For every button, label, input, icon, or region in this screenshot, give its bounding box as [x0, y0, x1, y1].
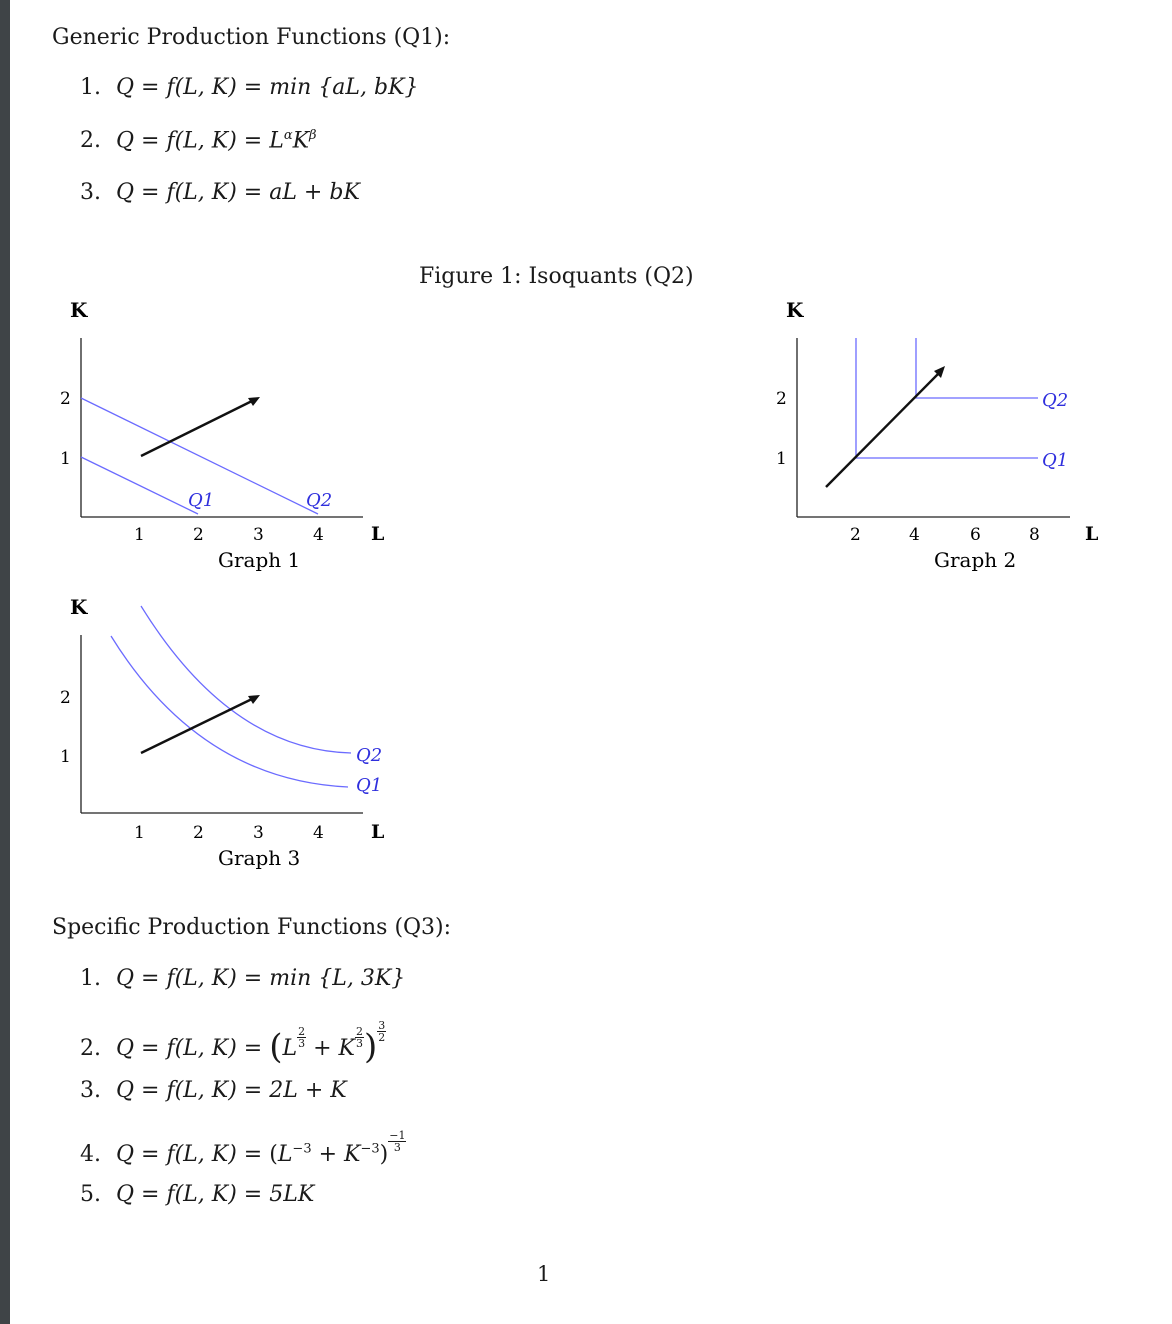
- q3-item-2-plus: +: [313, 1036, 332, 1061]
- q3-item-1: [80, 966, 405, 991]
- q1-item-3-number: 3.: [80, 180, 101, 205]
- graph-3-label-q2: Q2: [356, 745, 383, 766]
- q3-item-1-number: 1.: [80, 966, 101, 991]
- q1-item-2: [80, 128, 317, 153]
- figure-caption: Figure 1: Isoquants (Q2): [419, 264, 694, 289]
- graph-3-y-tick-2: 2: [60, 688, 71, 708]
- q3-item-2-exp-l: [297, 1024, 306, 1049]
- graph-2-x-tick-6: 6: [970, 525, 981, 545]
- q3-item-4-close-paren: ): [379, 1142, 389, 1167]
- graph-2-isoquant-q2: [916, 338, 1038, 398]
- q3-item-2-lhs: Q = f(L, K) =: [116, 1036, 270, 1061]
- q1-item-2-formula-k: K: [292, 128, 310, 154]
- graph-2-x-tick-4: 4: [909, 525, 920, 545]
- q3-item-2-exp-l-num: 2: [298, 1024, 306, 1038]
- q3-item-2-close-paren: ): [363, 1027, 378, 1067]
- q3-item-4-exp-l: −3: [292, 1141, 312, 1157]
- graph-1-x-axis-label: L: [371, 523, 385, 545]
- q3-item-2-outer-exp-num: 3: [378, 1018, 386, 1032]
- q3-item-3-number: 3.: [80, 1078, 101, 1103]
- q3-item-5-formula: Q = f(L, K) = 5LK: [116, 1182, 315, 1207]
- q3-item-4-number: 4.: [80, 1142, 101, 1167]
- graph-2-label-q2: Q2: [1042, 390, 1069, 411]
- graph-2-expansion-path: [826, 372, 940, 487]
- graph-1-isoquant-q1: [81, 457, 198, 514]
- q1-item-1: [80, 75, 419, 100]
- graph-1-y-axis-label: K: [70, 298, 88, 322]
- graph-3-x-tick-4: 4: [313, 823, 324, 843]
- q1-item-1-number: 1.: [80, 75, 101, 100]
- graph-1-label-q2: Q2: [306, 490, 333, 511]
- graph-3-expansion-path: [141, 698, 254, 753]
- q3-heading: Specific Production Functions (Q3):: [52, 915, 452, 940]
- q1-item-1-formula: Q = f(L, K) = min {aL, bK}: [116, 75, 419, 100]
- q3-item-4-open-paren: (: [269, 1142, 278, 1167]
- page-number: 1: [537, 1262, 551, 1286]
- q1-item-3-formula: Q = f(L, K) = aL + bK: [116, 180, 360, 205]
- graph-3-title: Graph 3: [218, 846, 301, 870]
- q3-item-3: [80, 1078, 347, 1103]
- q3-item-4-term-l: L: [277, 1142, 293, 1167]
- graph-3-isoquant-q1: [111, 636, 348, 787]
- q3-item-2-number: 2.: [80, 1036, 101, 1061]
- graph-3-y-tick-1: 1: [60, 747, 71, 767]
- q3-item-5-number: 5.: [80, 1182, 101, 1207]
- graph-2-x-axis-label: L: [1085, 523, 1099, 545]
- q3-item-4-exp-k: −3: [360, 1141, 380, 1157]
- q3-item-4: [80, 1128, 406, 1167]
- q3-item-2-exp-k-num: 2: [355, 1024, 363, 1038]
- q3-item-2-term-k: K: [338, 1036, 355, 1061]
- q3-item-4-outer-exp-num: −1: [389, 1128, 406, 1142]
- q1-item-2-exponent-beta: β: [309, 128, 317, 143]
- q3-item-2-outer-exp: [377, 1018, 386, 1043]
- graph-1-y-tick-2: 2: [60, 389, 71, 409]
- graph-3-x-tick-1: 1: [134, 823, 145, 843]
- graph-3-x-tick-3: 3: [253, 823, 264, 843]
- q3-item-4-outer-exp: [388, 1128, 406, 1153]
- q3-item-4-term-k: K: [344, 1142, 361, 1167]
- q3-item-5: [80, 1182, 314, 1207]
- graph-3: [50, 590, 410, 880]
- graph-1-expansion-path: [141, 400, 254, 456]
- q3-item-2-open-paren: (: [269, 1027, 283, 1067]
- q3-item-3-formula: Q = f(L, K) = 2L + K: [116, 1078, 347, 1103]
- q3-item-2-outer-exp-den: 2: [378, 1030, 386, 1044]
- graph-1-x-tick-3: 3: [253, 525, 264, 545]
- q1-heading: Generic Production Functions (Q1):: [52, 25, 451, 50]
- graph-1-x-tick-2: 2: [193, 525, 204, 545]
- graph-1-x-tick-1: 1: [134, 525, 145, 545]
- q3-item-2-exp-l-den: 3: [298, 1036, 306, 1050]
- q3-item-2-term-l: L: [282, 1036, 298, 1061]
- graph-2-x-tick-8: 8: [1029, 525, 1040, 545]
- graph-3-x-axis-label: L: [371, 821, 385, 843]
- graph-3-isoquant-q2: [141, 606, 351, 753]
- graph-1-label-q1: Q1: [188, 490, 215, 511]
- graph-3-x-tick-2: 2: [193, 823, 204, 843]
- graph-1-x-tick-4: 4: [313, 525, 324, 545]
- viewer-left-rail: [0, 0, 10, 1324]
- q1-item-2-formula-base: Q = f(L, K) = L: [116, 128, 284, 154]
- graph-2-label-q1: Q1: [1042, 450, 1069, 471]
- q3-item-1-formula: Q = f(L, K) = min {L, 3K}: [116, 966, 406, 991]
- q3-item-4-plus: +: [318, 1142, 338, 1167]
- q1-item-2-number: 2.: [80, 128, 101, 154]
- q3-item-4-lhs: Q = f(L, K) =: [116, 1142, 270, 1167]
- graph-2-y-axis-label: K: [786, 298, 804, 322]
- graph-2-x-tick-2: 2: [850, 525, 861, 545]
- graph-1-title: Graph 1: [218, 548, 301, 572]
- q3-item-2: [80, 1018, 386, 1067]
- q3-item-2-exp-k-den: 3: [355, 1036, 363, 1050]
- graph-2-y-tick-1: 1: [776, 449, 787, 469]
- graph-2-y-tick-2: 2: [776, 389, 787, 409]
- q1-item-2-exponent-alpha: α: [283, 128, 293, 143]
- graph-1-y-tick-1: 1: [60, 449, 71, 469]
- graph-2: [770, 290, 1130, 580]
- graph-3-y-axis-label: K: [70, 595, 88, 619]
- graph-3-label-q1: Q1: [356, 775, 383, 796]
- q3-item-4-outer-exp-den: 3: [393, 1140, 401, 1154]
- graph-2-title: Graph 2: [934, 548, 1017, 572]
- q3-item-2-exp-k: [355, 1024, 364, 1049]
- q1-item-3: [80, 180, 360, 205]
- graph-1: [50, 290, 410, 580]
